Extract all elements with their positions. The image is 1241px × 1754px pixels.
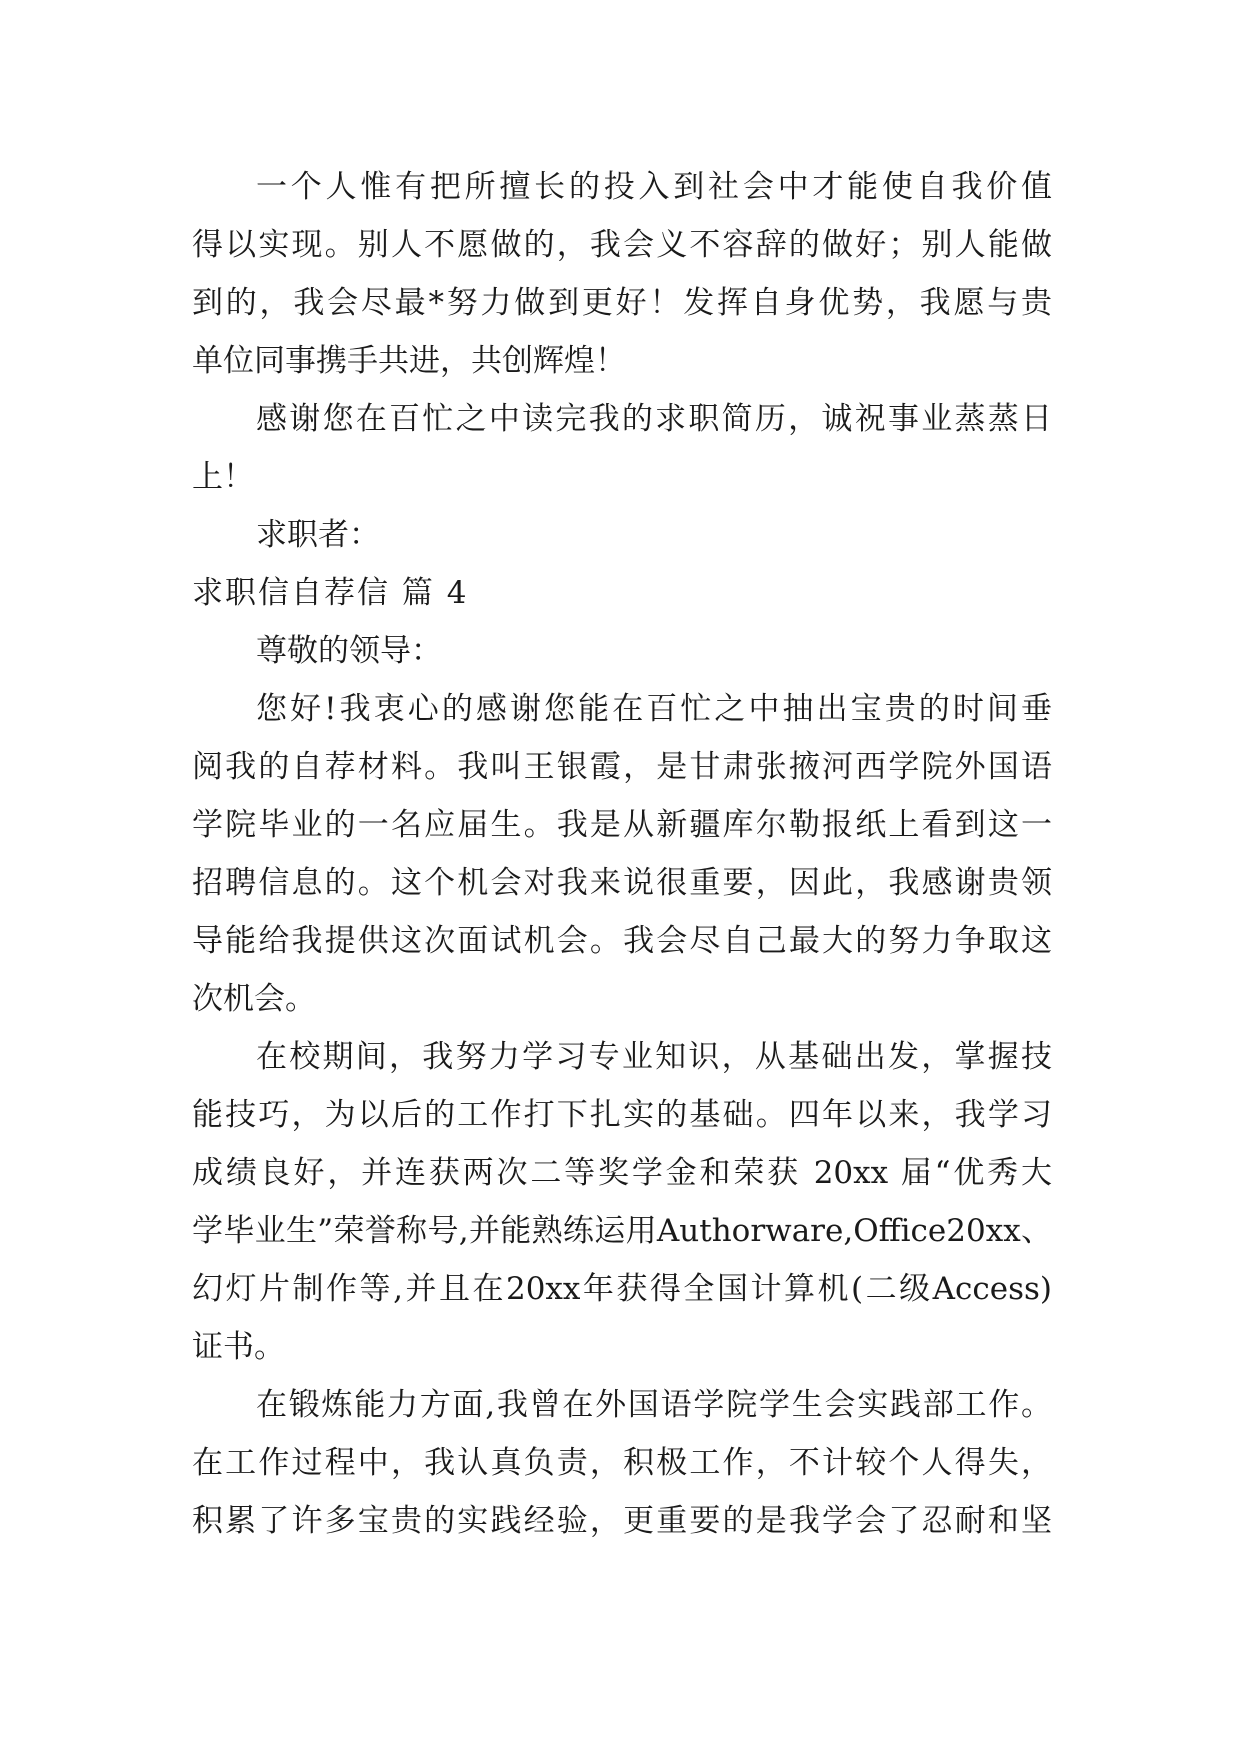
signature-label: 求职者： [256, 517, 380, 553]
para3-line-2: 阅我的自荐材料。我叫王银霞，是甘肃张掖河西学院外国语 [192, 749, 1052, 785]
para1-line-2: 得以实现。别人不愿做的，我会义不容辞的做好；别人能做 [192, 227, 1052, 263]
para5-line-2: 在工作过程中，我认真负责，积极工作，不计较个人得失， [192, 1445, 1052, 1481]
para4-line-6: 证书。 [192, 1329, 285, 1365]
para4-line-2: 能技巧，为以后的工作打下扎实的基础。四年以来，我学习 [192, 1097, 1052, 1133]
para5-line-3: 积累了许多宝贵的实践经验，更重要的是我学会了忍耐和坚 [192, 1503, 1052, 1539]
para2-line-1: 感谢您在百忙之中读完我的求职简历，诚祝事业蒸蒸日 [256, 401, 1052, 437]
para3-line-3: 学院毕业的一名应届生。我是从新疆库尔勒报纸上看到这一 [192, 807, 1052, 843]
para4-line-4: 学毕业生”荣誉称号,并能熟练运用Authorware,Office20xx、 [192, 1213, 1052, 1249]
para2-line-2: 上！ [192, 459, 254, 495]
para3-line-5: 导能给我提供这次面试机会。我会尽自己最大的努力争取这 [192, 923, 1052, 959]
para5-line-1: 在锻炼能力方面,我曾在外国语学院学生会实践部工作。 [256, 1387, 1052, 1423]
para3-line-1: 您好!我衷心的感谢您能在百忙之中抽出宝贵的时间垂 [256, 691, 1052, 727]
para4-line-5: 幻灯片制作等,并且在20xx年获得全国计算机(二级Access) [192, 1271, 1052, 1307]
section-title: 求职信自荐信 篇 4 [192, 575, 469, 611]
salutation: 尊敬的领导： [256, 633, 442, 669]
para4-line-3: 成绩良好，并连获两次二等奖学金和荣获 20xx 届“优秀大 [192, 1155, 1052, 1191]
para4-line-1: 在校期间，我努力学习专业知识，从基础出发，掌握技 [256, 1039, 1052, 1075]
para1-line-4: 单位同事携手共进，共创辉煌！ [192, 343, 626, 379]
para3-line-4: 招聘信息的。这个机会对我来说很重要，因此，我感谢贵领 [192, 865, 1052, 901]
para3-line-6: 次机会。 [192, 981, 316, 1017]
para1-line-1: 一个人惟有把所擅长的投入到社会中才能使自我价值 [256, 169, 1052, 205]
para1-line-3: 到的，我会尽最*努力做到更好！发挥自身优势，我愿与贵 [192, 285, 1052, 321]
